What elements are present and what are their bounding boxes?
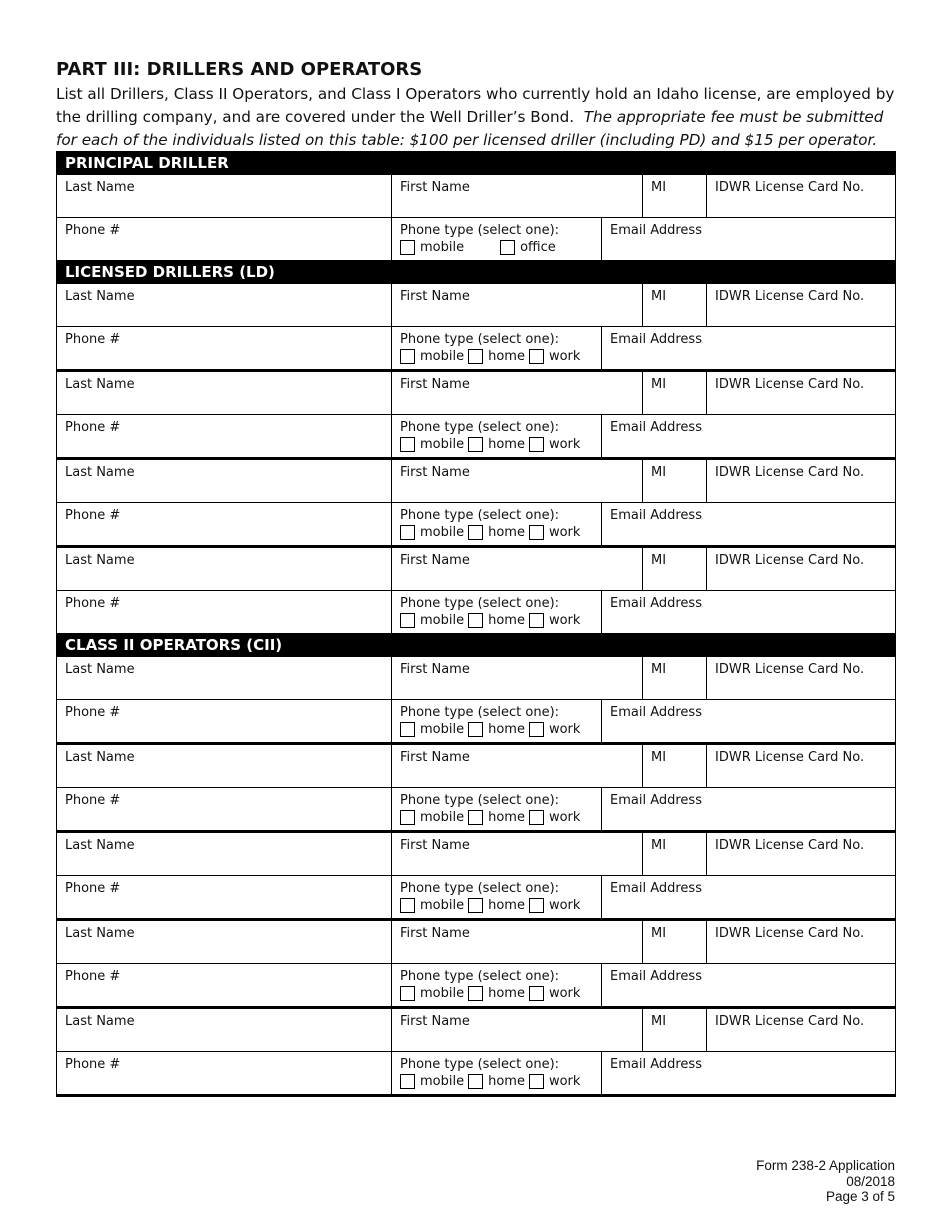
entry-row-contact [57, 1052, 896, 1096]
home-checkbox[interactable] [468, 898, 483, 913]
first-name-field[interactable] [392, 459, 643, 503]
mobile-option-label: mobile [420, 613, 465, 628]
license-card-field[interactable] [707, 744, 896, 788]
mi-field[interactable] [643, 371, 707, 415]
license-card-field[interactable] [707, 371, 896, 415]
work-checkbox[interactable] [529, 349, 544, 364]
phone-label: Phone # [65, 793, 121, 808]
email-field[interactable] [602, 327, 896, 371]
mi-field[interactable] [643, 284, 707, 327]
phone-type-label: Phone type (select one): [400, 508, 560, 523]
phone-field[interactable] [57, 1052, 392, 1096]
first-name-field[interactable] [392, 371, 643, 415]
mi-label: MI [651, 750, 667, 765]
work-option-label: work [548, 525, 581, 540]
mi-label: MI [651, 926, 667, 941]
email-field[interactable] [602, 415, 896, 459]
mobile-option-label: mobile [420, 349, 465, 364]
mi-field[interactable] [643, 920, 707, 964]
phone-type-options [400, 898, 593, 913]
last-name-label: Last Name [65, 553, 135, 568]
mi-label: MI [651, 553, 667, 568]
mobile-option-label: mobile [420, 1074, 465, 1089]
mobile-checkbox[interactable] [400, 240, 415, 255]
entry-row-contact [57, 503, 896, 547]
mi-field[interactable] [643, 547, 707, 591]
first-name-label: First Name [400, 1014, 470, 1029]
phone-type-option[interactable] [468, 437, 525, 452]
phone-type-option[interactable] [400, 810, 464, 825]
section-header [57, 261, 896, 284]
license-card-field[interactable] [707, 459, 896, 503]
drillers-operators-table [56, 151, 896, 1097]
entry-row-name [57, 1008, 896, 1052]
mobile-option-label: mobile [420, 898, 465, 913]
office-option-label: office [520, 240, 556, 255]
license-card-field[interactable] [707, 1008, 896, 1052]
phone-type-option[interactable] [468, 613, 525, 628]
mi-field[interactable] [643, 744, 707, 788]
mi-label: MI [651, 662, 667, 677]
phone-type-options [400, 810, 593, 825]
phone-type-cell [392, 964, 602, 1008]
phone-label: Phone # [65, 332, 121, 347]
phone-type-option[interactable] [400, 613, 464, 628]
last-name-label: Last Name [65, 289, 135, 304]
phone-type-cell [392, 876, 602, 920]
phone-type-options [400, 437, 593, 452]
phone-label: Phone # [65, 1057, 121, 1072]
phone-field[interactable] [57, 876, 392, 920]
license-card-label: IDWR License Card No. [715, 838, 865, 853]
home-option-label: home [488, 525, 525, 540]
phone-type-options [400, 240, 593, 255]
phone-type-option[interactable] [468, 525, 525, 540]
phone-type-option[interactable] [468, 810, 525, 825]
phone-type-cell [392, 415, 602, 459]
mi-label: MI [651, 838, 667, 853]
first-name-label: First Name [400, 750, 470, 765]
phone-field[interactable] [57, 503, 392, 547]
home-option-label: home [488, 613, 525, 628]
phone-type-label: Phone type (select one): [400, 969, 560, 984]
phone-type-options [400, 722, 593, 737]
mi-field[interactable] [643, 459, 707, 503]
page-footer [756, 1158, 895, 1205]
last-name-field[interactable] [57, 459, 392, 503]
last-name-label: Last Name [65, 377, 135, 392]
entry-row-name [57, 920, 896, 964]
license-card-field[interactable] [707, 284, 896, 327]
work-checkbox[interactable] [529, 437, 544, 452]
work-option-label: work [548, 1074, 581, 1089]
email-label: Email Address [610, 881, 702, 896]
entry-row-name [57, 175, 896, 218]
license-card-label: IDWR License Card No. [715, 662, 865, 677]
email-field[interactable] [602, 964, 896, 1008]
last-name-field[interactable] [57, 657, 392, 700]
phone-type-option[interactable] [468, 1074, 525, 1089]
form-number: Form 238-2 Application [756, 1158, 895, 1173]
section-header [57, 152, 896, 175]
last-name-field[interactable] [57, 744, 392, 788]
mobile-option-label: mobile [420, 525, 465, 540]
phone-type-option[interactable] [468, 986, 525, 1001]
phone-type-label: Phone type (select one): [400, 1057, 560, 1072]
phone-field[interactable] [57, 964, 392, 1008]
license-card-field[interactable] [707, 175, 896, 218]
phone-type-option[interactable] [529, 613, 580, 628]
phone-field[interactable] [57, 700, 392, 744]
home-checkbox[interactable] [468, 810, 483, 825]
first-name-field[interactable] [392, 657, 643, 700]
phone-label: Phone # [65, 705, 121, 720]
email-label: Email Address [610, 596, 702, 611]
home-checkbox[interactable] [468, 525, 483, 540]
email-field[interactable] [602, 591, 896, 634]
work-checkbox[interactable] [529, 986, 544, 1001]
phone-type-options [400, 986, 593, 1001]
phone-type-option[interactable] [500, 240, 556, 255]
work-checkbox[interactable] [529, 525, 544, 540]
home-option-label: home [488, 898, 525, 913]
phone-field[interactable] [57, 591, 392, 634]
entry-row-contact [57, 591, 896, 634]
last-name-label: Last Name [65, 662, 135, 677]
first-name-label: First Name [400, 838, 470, 853]
license-card-label: IDWR License Card No. [715, 926, 865, 941]
phone-field[interactable] [57, 218, 392, 261]
phone-type-option[interactable] [400, 898, 464, 913]
phone-label: Phone # [65, 969, 121, 984]
first-name-field[interactable] [392, 175, 643, 218]
work-option-label: work [548, 722, 581, 737]
email-field[interactable] [602, 1052, 896, 1096]
entry-row-name [57, 657, 896, 700]
home-option-label: home [488, 437, 525, 452]
last-name-label: Last Name [65, 926, 135, 941]
home-checkbox[interactable] [468, 986, 483, 1001]
mi-label: MI [651, 377, 667, 392]
phone-type-option[interactable] [468, 898, 525, 913]
mobile-option-label: mobile [420, 240, 465, 255]
phone-type-option[interactable] [529, 810, 580, 825]
phone-type-option[interactable] [529, 349, 580, 364]
phone-type-cell [392, 788, 602, 832]
last-name-label: Last Name [65, 750, 135, 765]
last-name-field[interactable] [57, 284, 392, 327]
phone-label: Phone # [65, 881, 121, 896]
phone-label: Phone # [65, 420, 121, 435]
last-name-label: Last Name [65, 838, 135, 853]
phone-type-label: Phone type (select one): [400, 881, 560, 896]
phone-type-cell [392, 1052, 602, 1096]
mobile-checkbox[interactable] [400, 722, 415, 737]
license-card-label: IDWR License Card No. [715, 465, 865, 480]
phone-type-option[interactable] [468, 722, 525, 737]
mobile-option-label: mobile [420, 986, 465, 1001]
entry-row-contact [57, 327, 896, 371]
first-name-label: First Name [400, 662, 470, 677]
phone-type-cell [392, 327, 602, 371]
work-option-label: work [548, 437, 581, 452]
entry-row-contact [57, 415, 896, 459]
phone-type-option[interactable] [400, 349, 464, 364]
last-name-label: Last Name [65, 1014, 135, 1029]
phone-type-label: Phone type (select one): [400, 223, 560, 238]
first-name-field[interactable] [392, 284, 643, 327]
entry-row-name [57, 284, 896, 327]
phone-type-options [400, 349, 593, 364]
email-label: Email Address [610, 705, 702, 720]
home-checkbox[interactable] [468, 613, 483, 628]
phone-type-option[interactable] [400, 525, 464, 540]
email-field[interactable] [602, 788, 896, 832]
work-checkbox[interactable] [529, 613, 544, 628]
phone-type-label: Phone type (select one): [400, 420, 560, 435]
mobile-option-label: mobile [420, 437, 465, 452]
phone-type-cell [392, 503, 602, 547]
license-card-field[interactable] [707, 657, 896, 700]
last-name-field[interactable] [57, 1008, 392, 1052]
mi-field[interactable] [643, 832, 707, 876]
phone-label: Phone # [65, 223, 121, 238]
phone-type-option[interactable] [529, 1074, 580, 1089]
mobile-checkbox[interactable] [400, 810, 415, 825]
entry-row-contact [57, 876, 896, 920]
work-checkbox[interactable] [529, 1074, 544, 1089]
license-card-label: IDWR License Card No. [715, 553, 865, 568]
phone-type-option[interactable] [400, 986, 464, 1001]
page-number: Page 3 of 5 [825, 1189, 895, 1204]
page-title: PART III: DRILLERS AND OPERATORS [56, 59, 423, 80]
phone-type-cell [392, 218, 602, 261]
work-checkbox[interactable] [529, 898, 544, 913]
mi-field[interactable] [643, 1008, 707, 1052]
intro-paragraph [56, 83, 896, 152]
last-name-label: Last Name [65, 180, 135, 195]
entry-row-contact [57, 700, 896, 744]
mi-field[interactable] [643, 657, 707, 700]
phone-type-cell [392, 700, 602, 744]
intro-fee-note: The appropriate fee must be submitted for each of the individuals listed on this table: $100 per licensed driller (including PD) and $15 per operator. [56, 108, 884, 149]
phone-type-option[interactable] [400, 1074, 464, 1089]
mi-field[interactable] [643, 175, 707, 218]
section-title: PRINCIPAL DRILLER [57, 152, 896, 175]
license-card-label: IDWR License Card No. [715, 377, 865, 392]
first-name-label: First Name [400, 465, 470, 480]
first-name-field[interactable] [392, 547, 643, 591]
phone-type-cell [392, 591, 602, 634]
mobile-checkbox[interactable] [400, 525, 415, 540]
first-name-field[interactable] [392, 1008, 643, 1052]
work-option-label: work [548, 898, 581, 913]
mi-label: MI [651, 1014, 667, 1029]
mobile-option-label: mobile [420, 810, 465, 825]
phone-type-option[interactable] [529, 986, 580, 1001]
phone-type-option[interactable] [468, 349, 525, 364]
email-label: Email Address [610, 793, 702, 808]
entry-row-name [57, 744, 896, 788]
section-title: LICENSED DRILLERS (LD) [57, 261, 896, 284]
email-label: Email Address [610, 969, 702, 984]
entry-row-contact [57, 218, 896, 261]
phone-type-option[interactable] [529, 525, 580, 540]
home-option-label: home [488, 349, 525, 364]
mi-label: MI [651, 465, 667, 480]
phone-type-label: Phone type (select one): [400, 332, 560, 347]
mobile-checkbox[interactable] [400, 1074, 415, 1089]
email-label: Email Address [610, 420, 702, 435]
phone-type-option[interactable] [400, 437, 464, 452]
intro-text: List all Drillers, Class II Operators, and Class I Operators who currently hold an Idaho license, are employed by the drilling company, and are covered under the Well Driller’s Bond. [56, 85, 895, 126]
entry-row-name [57, 371, 896, 415]
section-header [57, 634, 896, 657]
phone-type-label: Phone type (select one): [400, 705, 560, 720]
mobile-checkbox[interactable] [400, 613, 415, 628]
mobile-checkbox[interactable] [400, 437, 415, 452]
first-name-field[interactable] [392, 832, 643, 876]
email-field[interactable] [602, 503, 896, 547]
phone-type-option[interactable] [529, 437, 580, 452]
mi-label: MI [651, 289, 667, 304]
work-option-label: work [548, 349, 581, 364]
home-checkbox[interactable] [468, 722, 483, 737]
mobile-checkbox[interactable] [400, 349, 415, 364]
first-name-label: First Name [400, 377, 470, 392]
phone-type-label: Phone type (select one): [400, 793, 560, 808]
entry-row-contact [57, 788, 896, 832]
email-field[interactable] [602, 218, 896, 261]
last-name-field[interactable] [57, 371, 392, 415]
first-name-field[interactable] [392, 920, 643, 964]
first-name-label: First Name [400, 289, 470, 304]
license-card-field[interactable] [707, 832, 896, 876]
work-option-label: work [548, 613, 581, 628]
license-card-label: IDWR License Card No. [715, 750, 865, 765]
phone-type-options [400, 613, 593, 628]
section-title: CLASS II OPERATORS (CII) [57, 634, 896, 657]
home-option-label: home [488, 810, 525, 825]
phone-type-option[interactable] [529, 898, 580, 913]
entry-row-name [57, 832, 896, 876]
home-option-label: home [488, 986, 525, 1001]
phone-type-option[interactable] [400, 240, 464, 255]
phone-field[interactable] [57, 327, 392, 371]
phone-type-option[interactable] [529, 722, 580, 737]
first-name-field[interactable] [392, 744, 643, 788]
phone-type-label: Phone type (select one): [400, 596, 560, 611]
license-card-label: IDWR License Card No. [715, 180, 865, 195]
phone-type-options [400, 525, 593, 540]
home-checkbox[interactable] [468, 1074, 483, 1089]
work-checkbox[interactable] [529, 722, 544, 737]
phone-type-options [400, 1074, 593, 1089]
mobile-checkbox[interactable] [400, 898, 415, 913]
phone-type-option[interactable] [400, 722, 464, 737]
first-name-label: First Name [400, 926, 470, 941]
email-label: Email Address [610, 223, 702, 238]
home-option-label: home [488, 722, 525, 737]
email-label: Email Address [610, 332, 702, 347]
last-name-field[interactable] [57, 832, 392, 876]
phone-field[interactable] [57, 788, 392, 832]
mobile-checkbox[interactable] [400, 986, 415, 1001]
first-name-label: First Name [400, 180, 470, 195]
license-card-field[interactable] [707, 920, 896, 964]
last-name-label: Last Name [65, 465, 135, 480]
phone-label: Phone # [65, 596, 121, 611]
email-field[interactable] [602, 700, 896, 744]
last-name-field[interactable] [57, 547, 392, 591]
license-card-label: IDWR License Card No. [715, 1014, 865, 1029]
phone-label: Phone # [65, 508, 121, 523]
entry-row-contact [57, 964, 896, 1008]
entry-row-name [57, 459, 896, 503]
home-checkbox[interactable] [468, 437, 483, 452]
last-name-field[interactable] [57, 175, 392, 218]
email-label: Email Address [610, 508, 702, 523]
last-name-field[interactable] [57, 920, 392, 964]
work-option-label: work [548, 810, 581, 825]
license-card-label: IDWR License Card No. [715, 289, 865, 304]
email-label: Email Address [610, 1057, 702, 1072]
email-field[interactable] [602, 876, 896, 920]
license-card-field[interactable] [707, 547, 896, 591]
work-checkbox[interactable] [529, 810, 544, 825]
mi-label: MI [651, 180, 667, 195]
home-option-label: home [488, 1074, 525, 1089]
office-checkbox[interactable] [500, 240, 515, 255]
mobile-option-label: mobile [420, 722, 465, 737]
work-option-label: work [548, 986, 581, 1001]
form-date: 08/2018 [846, 1173, 895, 1189]
phone-field[interactable] [57, 415, 392, 459]
entry-row-name [57, 547, 896, 591]
first-name-label: First Name [400, 553, 470, 568]
home-checkbox[interactable] [468, 349, 483, 364]
